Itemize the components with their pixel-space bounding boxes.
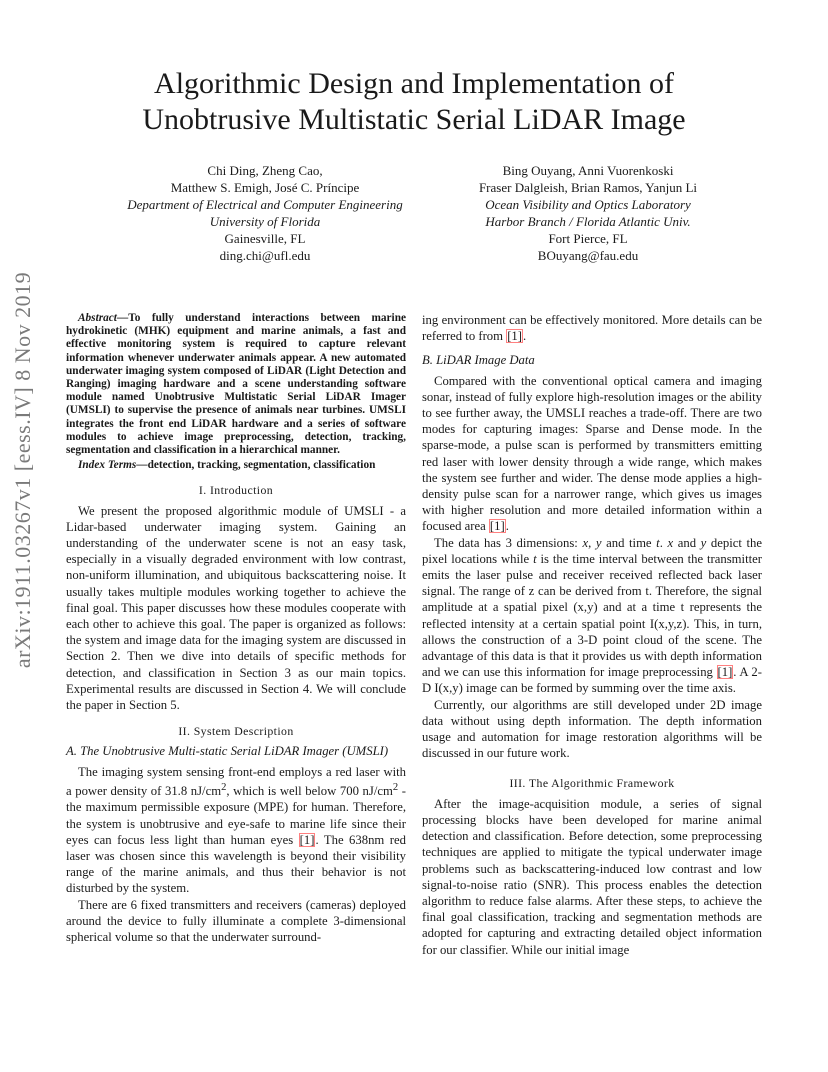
author-lab: Ocean Visibility and Optics Laboratory — [485, 197, 691, 212]
citation-link[interactable]: [1] — [717, 665, 733, 680]
subsection-heading-umsli: A. The Unobtrusive Multi-static Serial LiDAR Imager (UMSLI) — [66, 744, 389, 759]
author-names: Matthew S. Emigh, José C. Príncipe — [170, 180, 360, 195]
superscript: 2 — [392, 781, 399, 793]
arxiv-id: arXiv:1911.03267v1 [eess.IV] 8 Nov 2019 — [10, 271, 35, 669]
paragraph: We present the proposed algorithmic module of UMSLI - a Lidar-based underwater imaging system. Gaining an understanding of the underwater scene is not an easy task, especially in a visually degraded environment with low contrast, non-uniform illumination, and ubiquitous backscattering noise. It usually takes multiple modules working together to achieve the final goal. This paper discusses how these modules cooperate with each other to achieve this goal. The paper is organized as follows: the system and image data for the imaging system are discussed in Section 2. Then we dive into details of specific methods for detection, and classification in Section 3 as our main topics. Experimental results are discussed in Section 4. We will conclude the paper in Section 5. — [66, 503, 406, 713]
text-run: and — [673, 535, 701, 550]
text-run: - the maximum permissible exposure (MPE) for human. Therefore, the system is unobtrusive and eye-safe to marine life since their eyes can focus less light than human eyes — [66, 784, 406, 847]
title-line-2: Unobtrusive Multistatic Serial LiDAR Image — [142, 103, 686, 136]
index-terms-text: —detection, tracking, segmentation, classification — [136, 459, 376, 472]
text-run: Compared with the conventional optical camera and imaging sonar, instead of fully explore high-resolution images or the ability to see further away, the UMSLI reaches a trade-off. There are two modes for capturing images: Sparse and Dense mode. In the sparse-mode, a pulse scan is performed by transmitters emitting red laser with lower density through a wide range, which makes the system see further and wider. The dense mode applies a high-density pulse scan for a narrower range, which gives us images with higher resolution and more detailed information within a focused area — [422, 373, 762, 534]
author-city: Gainesville, FL — [224, 231, 306, 246]
text-run: and time — [601, 535, 657, 550]
text-run: . — [505, 519, 509, 534]
text-run: The data has 3 dimensions: — [434, 535, 583, 550]
author-names: Fraser Dalgleish, Brian Ramos, Yanjun Li — [478, 180, 698, 195]
text-run: , — [588, 535, 596, 550]
text-run: ing environment can be effectively monitored. More details can be referred to from — [422, 313, 762, 344]
right-column — [422, 312, 762, 958]
text-run: is the time interval between the transmitter emits the laser pulse and receiver received reflected back laser signal. The range of z can be derived from t. Therefore, the signal amplitude at a spatial pixel (x,y) and at a time t represents the reflected intensity at a certain spatial point I(x,y,z). This, in turn, allows the construction of a 3-D point cloud of the scene. The advantage of this data is that it provides us with depth information and we can use this information for image preprocessing — [422, 551, 762, 680]
paragraph: There are 6 fixed transmitters and receivers (cameras) deployed around the device to fully illuminate a complete 3-dimensional spherical volume so that the underwater surround- — [66, 897, 406, 944]
text-run: . — [659, 535, 668, 550]
section-heading-introduction: I. Introduction — [198, 483, 274, 498]
paragraph — [422, 312, 762, 344]
index-terms-label: Index Terms — [78, 459, 137, 472]
citation-link[interactable]: [1] — [299, 832, 315, 847]
section-heading-system-description: II. System Description — [178, 724, 294, 739]
author-department: Department of Electrical and Computer Engineering — [127, 197, 403, 212]
paragraph — [422, 373, 762, 535]
section-heading-algorithmic-framework: III. The Algorithmic Framework — [509, 776, 675, 791]
abstract — [66, 312, 406, 457]
abstract-text: —To fully understand interactions between marine hydrokinetic (MHK) equipment and marine animals, a fast and effective monitoring system is required to capture relevant information whenever underwater animals appear. A new automated underwater imaging system composed of LiDAR (Light Detection and Ranging) imaging hardware and a scene understanding software module named Unobtrusive Multistatic Serial LiDAR Imager (UMSLI) to supervise the presence of animals near turbines. UMSLI integrates the front end LiDAR hardware and a series of software modules to achieve image preprocessing, detection, tracking, segmentation and classification in a hierarchical manner. — [66, 312, 406, 457]
left-column — [66, 312, 406, 945]
paper-title — [60, 66, 768, 138]
subsection-heading-lidar-data: B. LiDAR Image Data — [422, 353, 535, 368]
paragraph: After the image-acquisition module, a series of signal processing blocks have been developed for marine animal detection and classification. Before detection, some preprocessing techniques are applied to mitigate the typical underwater image problems such as backscattering-induced low contrast and low signal-to-noise ratio (SNR). This process enables the detection algorithm to reduce false alarms. After these steps, to achieve the final goal classification, tracking and segmentation methods are adopted for capturing and extracting detailed object information for our classifier. While our initial image — [422, 796, 762, 957]
author-email: ding.chi@ufl.edu — [219, 248, 311, 263]
math-var: t — [533, 551, 537, 566]
paragraph — [422, 535, 762, 697]
text-run: depict the pixel locations while — [422, 535, 762, 566]
text-run: . A 2-D I(x,y) image can be formed by summing over the time axis. — [422, 665, 762, 696]
author-names: Bing Ouyang, Anni Vuorenkoski — [502, 163, 674, 178]
superscript: 2 — [221, 781, 227, 793]
math-var: t — [656, 535, 660, 550]
text-run: , which is well below 700 nJ/cm — [226, 784, 393, 799]
paragraph — [66, 764, 406, 897]
text-run: The imaging system sensing front-end employs a red laser with a power density of 31.8 nJ/cm — [66, 764, 406, 799]
author-block-left — [120, 162, 410, 264]
math-var: x — [667, 535, 674, 550]
math-var: y — [700, 535, 707, 550]
author-institution: Harbor Branch / Florida Atlantic Univ. — [485, 214, 691, 229]
text-run: . The 638nm red laser was chosen since this wavelength is beyond their visibility range of the marine animals, and thus their behavior is not disturbed by the system. — [66, 832, 406, 896]
title-line-1: Algorithmic Design and Implementation of — [154, 67, 674, 100]
paragraph: Currently, our algorithms are still developed under 2D image data without using depth information. The depth information usage and automation for image restoration algorithms will be discussed in our future work. — [422, 697, 762, 761]
author-university: University of Florida — [209, 214, 321, 229]
abstract-label: Abstract — [78, 312, 117, 324]
citation-link[interactable]: [1] — [507, 329, 522, 344]
author-names: Chi Ding, Zheng Cao, — [207, 163, 323, 178]
index-terms — [66, 459, 406, 472]
author-city: Fort Pierce, FL — [548, 231, 628, 246]
author-email: BOuyang@fau.edu — [537, 248, 639, 263]
math-var: y — [595, 535, 602, 550]
math-var: x — [582, 535, 589, 550]
text-run: . — [522, 329, 527, 344]
citation-link[interactable]: [1] — [489, 519, 505, 534]
author-block-right — [443, 162, 733, 264]
